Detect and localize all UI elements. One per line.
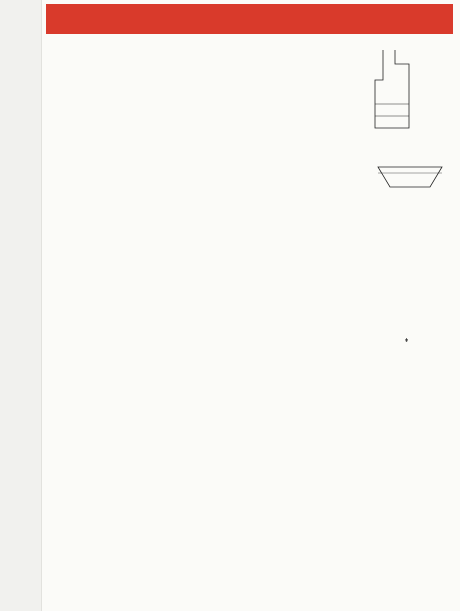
pattern-front-diagram (372, 155, 452, 197)
crochet-chart (45, 322, 400, 592)
pattern-back-diagram (355, 44, 449, 136)
legend-item-stitch (405, 338, 457, 345)
stitch-symbol-icon: ǂ (405, 338, 409, 344)
page-title (46, 4, 453, 34)
chart-legend (405, 338, 457, 345)
binding-strip (0, 0, 42, 611)
title-banner (46, 4, 453, 34)
